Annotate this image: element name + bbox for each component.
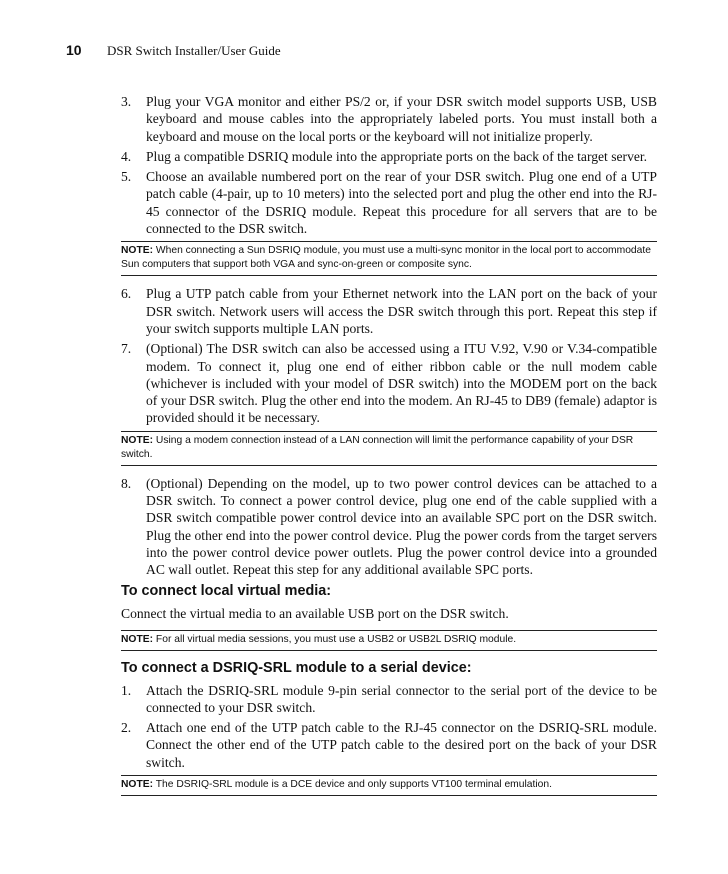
step-item: 4. Plug a compatible DSRIQ module into the appropriate ports on the back of the target server. [121,148,648,164]
step-item: 2. Attach one end of the UTP patch cable to the RJ-45 connector on the DSRIQ-SRL module. Connect the other end of the UTP patch cable to the desired port on the back of your DSR switch. [121,720,657,770]
note-label: NOTE: [121,633,154,645]
step-item: 6. Plug a UTP patch cable from your Ethernet network into the LAN port on the back of your DSR switch. Network users will access the DSR switch through this port. Repeat this step if your switch supports multiple LAN ports. [121,286,657,336]
page-content [121,93,657,805]
step-item: 3. Plug your VGA monitor and either PS/2 or, if your DSR switch model supports USB, USB keyboard and mouse cables into the appropriately labeled ports. You must install both a keyboard and mouse on the local ports or the keyboard will not initialize properly. [121,94,657,144]
step-list-c [121,475,657,579]
heading-virtual-media: To connect local virtual media: [121,582,332,599]
step-item: 8. (Optional) Depending on the model, up to two power control devices can be attached to a DSR switch. To connect a power control device, plug one end of the cable supplied with a DSR switch compatible power control device into an available SPC port on the DSR switch. Plug the other end into the power control device. Plug the power cords from the target servers into the power control device power outlets. Plug the power control device into a grounded AC wall outlet. Repeat this step for any additional available SPC ports. [121,475,657,578]
note-modem: NOTE: Using a modem connection instead of a LAN connection will limit the performance capability of your DSR switch. [121,431,657,466]
step-item: 5. Choose an available numbered port on the rear of your DSR switch. Plug one end of a UTP patch cable (4-pair, up to 10 meters) into the selected port and plug the other end into the RJ-45 connector of the DSRIQ module. Repeat this procedure for all servers that are to be connected to the DSR switch. [121,169,657,237]
note-label: NOTE: [121,245,154,257]
note-label: NOTE: [121,779,154,791]
step-list-a [121,93,657,237]
note-dce-device: NOTE: The DSRIQ-SRL module is a DCE device and only supports VT100 terminal emulation. [121,775,657,796]
heading-serial-device: To connect a DSRIQ-SRL module to a serial device: [121,659,472,676]
page-header [66,42,688,64]
step-list-serial [121,682,657,771]
note-label: NOTE: [121,434,154,446]
step-item: 7. (Optional) The DSR switch can also be accessed using a ITU V.92, V.90 or V.34-compatible modem. To connect it, plug one end of either ribbon cable or the null modem cable (whichever is included with your model of DSR switch) into the MODEM port on the back of your DSR switch. Plug the other end into the modem. An RJ-45 to DB9 (female) adaptor is provided should it be necessary. [121,341,657,426]
note-sun-monitor: NOTE: When connecting a Sun DSRIQ module, you must use a multi-sync monitor in the local port to accommodate Sun computers that support both VGA and sync-on-green or composite sync. [121,241,657,276]
page-number: 10 [66,42,82,58]
note-virtual-media: NOTE: For all virtual media sessions, you must use a USB2 or USB2L DSRIQ module. [121,630,657,651]
step-item: 1. Attach the DSRIQ-SRL module 9-pin serial connector to the serial port of the device to be connected to your DSR switch. [121,682,657,715]
step-list-b [121,285,657,426]
guide-title: DSR Switch Installer/User Guide [107,43,281,58]
virtual-media-body: Connect the virtual media to an available USB port on the DSR switch. [121,605,509,621]
